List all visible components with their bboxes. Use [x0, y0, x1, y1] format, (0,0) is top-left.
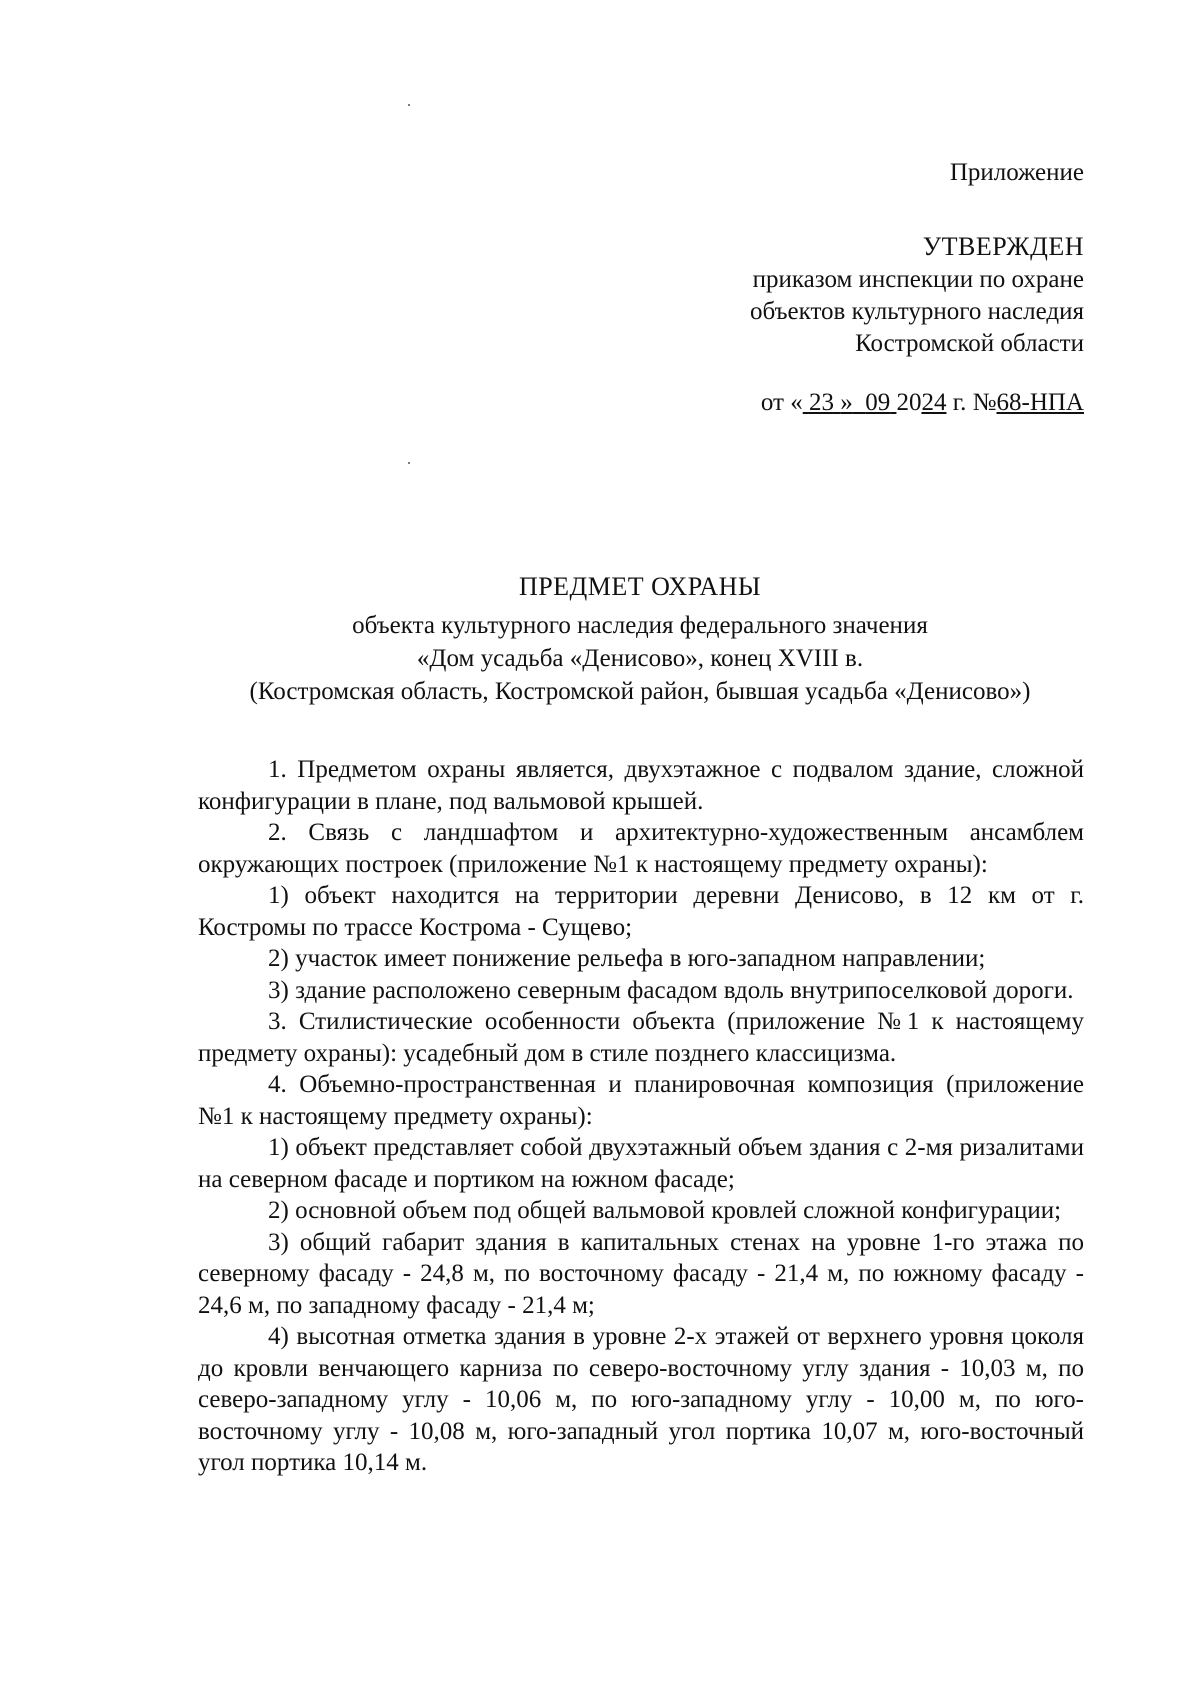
paragraph: 1) объект находится на территории деревни Денисово, в 12 км от г. Костромы по трассе Кострома - Сущево; — [198, 882, 1084, 941]
approval-block — [750, 230, 1084, 360]
document-title-block — [190, 570, 1090, 708]
paragraph: 3) общий габарит здания в капитальных стенах на уровне 1-го этажа по северному фасаду - 24,8 м, по восточному фасаду - 21,4 м, по южному фасаду - 24,6 м, по западному фасаду - 21,4 м; — [198, 1228, 1084, 1319]
order-month: 09 — [865, 389, 891, 416]
scan-speck — [408, 104, 410, 106]
paragraph: 3) здание расположено северным фасадом вдоль внутрипоселковой дороги. — [268, 976, 1074, 1004]
paragraph: 2) основной объем под общей вальмовой кровлей сложной конфигурации; — [268, 1197, 1062, 1224]
title-line: «Дом усадьба «Денисово», конец XVIII в. — [416, 645, 864, 672]
order-year-end: 24 — [921, 389, 947, 416]
order-year-suffix: г. № — [946, 389, 997, 416]
paragraph: 2. Связь с ландшафтом и архитектурно-художественным ансамблем окружающих построек (приложение №1 к настоящему предмету охраны): — [198, 819, 1084, 878]
paragraph: 4. Объемно-пространственная и планировочная композиция (приложение №1 к настоящему предмету охраны): — [198, 1071, 1084, 1130]
order-day: 23 » 09 — [808, 389, 891, 416]
approved-label: УТВЕРЖДЕН — [922, 232, 1084, 261]
paragraph: 1. Предметом охраны является, двухэтажное с подвалом здание, сложной конфигурации в плане, под вальмовой крышей. — [198, 756, 1084, 815]
title-line: (Костромская область, Костромской район, бывшая усадьба «Денисово») — [249, 678, 1031, 705]
approved-by-line: объектов культурного наследия — [750, 298, 1084, 325]
approved-by-line: Костромской области — [855, 330, 1084, 357]
title-line: объекта культурного наследия федерального значения — [352, 612, 928, 639]
order-line — [761, 386, 1084, 419]
document-body — [198, 754, 1084, 1479]
appendix-label: Приложение — [949, 159, 1084, 186]
scan-speck — [408, 462, 410, 464]
order-number: 68-НПА — [996, 389, 1084, 416]
approved-by-line: приказом инспекции по охране — [752, 266, 1084, 293]
paragraph: 2) участок имеет понижение рельефа в юго-западном направлении; — [268, 945, 986, 972]
document-title: ПРЕДМЕТ ОХРАНЫ — [518, 572, 762, 601]
order-prefix: от « — [760, 389, 803, 416]
paragraph: 1) объект представляет собой двухэтажный объем здания с 2-мя ризалитами на северном фасаде и портиком на южном фасаде; — [198, 1134, 1084, 1193]
paragraph: 3. Стилистические особенности объекта (приложение №1 к настоящему предмету охраны): усадебный дом в стиле позднего классицизма. — [198, 1008, 1084, 1067]
paragraph: 4) высотная отметка здания в уровне 2-х этажей от верхнего уровня цоколя до кровли венчающего карниза по северо-восточному углу здания - 10,03 м, по северо-западному углу - 10,06 м, по юго-западному углу - 10,00 м, по юго-восточному углу - 10,08 м, юго-западный угол портика 10,07 м, юго-восточный угол портика 10,14 м. — [198, 1323, 1084, 1476]
order-year-start: 20 — [896, 389, 922, 416]
